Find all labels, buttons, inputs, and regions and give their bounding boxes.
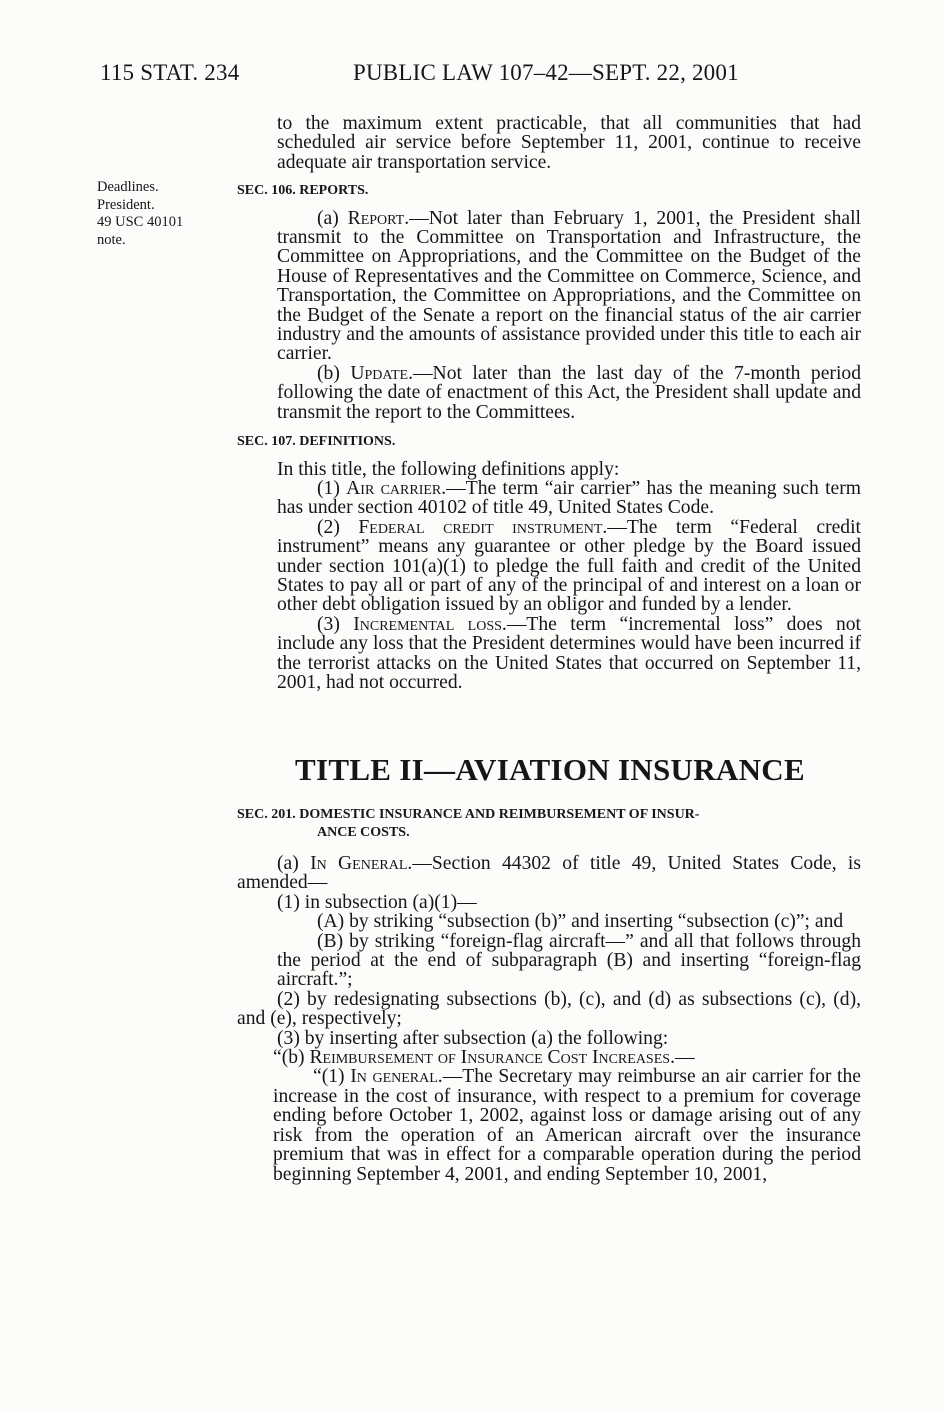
margin-note-line: note. — [97, 231, 126, 248]
intro-paragraph: to the maximum extent practicable, that all communities that had scheduled air service before September 11, 2001, continue to receive adequate air transportation service. — [277, 113, 861, 173]
margin-note-line: 49 USC 40101 — [97, 214, 184, 230]
sec-106-a: (a) Report.—Not later than February 1, 2001, the President shall transmit to the Committee on Transportation and Infrastructure, the Committee on Appropriations, and the Committee on the Budget of the House of Representatives and the Committee on Commerce, Science, and Transportation, the Committee on Appropriations, and the Committee on the Budget of the Senate a report on the financial status of the air carrier industry and the amounts of assistance provided under this title to each air carrier. — [277, 207, 861, 365]
running-header: PUBLIC LAW 107–42—SEPT. 22, 2001 — [353, 60, 739, 85]
definition-1: (1) Air carrier.—The term “air carrier” has the meaning such term has under section 40102 of title 49, United States Code. — [277, 477, 861, 519]
subsection-b-heading: “(b) Reimbursement of Insurance Cost Increases.— — [273, 1047, 695, 1069]
sec-107-intro: In this title, the following definitions apply: — [277, 458, 620, 480]
margin-note — [97, 179, 183, 249]
subsection-b-paragraph-1: “(1) In general.—The Secretary may reimburse an air carrier for the increase in the cost of insurance, with respect to a premium for coverage ending before October 1, 2002, against loss or damage arising out of any risk from the operation of an American aircraft over the insurance premium that was in effect for a comparable operation during the period beginning September 4, 2001, and ending September 10, 2001, — [273, 1066, 861, 1185]
stat-page-reference: 115 STAT. 234 — [100, 60, 240, 85]
amendment-1-B: (B) by striking “foreign-flag aircraft—” and all that follows through the period at the end of subparagraph (B) and inserting “foreign-flag aircraft.”; — [277, 930, 861, 991]
amendment-2: (2) by redesignating subsections (b), (c), and (d) as subsections (c), (d), and (e), respectively; — [237, 988, 861, 1030]
sec-106-b: (b) Update.—Not later than the last day of the 7-month period following the date of enactment of this Act, the President shall update and transmit the report to the Committees. — [277, 362, 861, 423]
lower-text-column — [237, 806, 861, 1184]
definition-3: (3) Incremental loss.—The term “incremental loss” does not include any loss that the President determines would have been incurred if the terrorist attacks on the United States that occurred on September 11, 2001, had not occurred. — [277, 613, 861, 693]
definition-2: (2) Federal credit instrument.—The term “Federal credit instrument” means any guarantee or other pledge by the Board issued under section 101(a)(1) to pledge the full faith and credit of the United States to pay all or part of any of the principal of and interest on a loan or other debt obligation issued by an obligor and funded by a lender. — [277, 516, 861, 616]
upper-text-column — [237, 113, 861, 693]
margin-note-line: Deadlines. — [97, 179, 159, 195]
sec-107-heading: SEC. 107. DEFINITIONS. — [237, 434, 396, 450]
amendment-1-A: (A) by striking “subsection (b)” and inserting “subsection (c)”; and — [317, 911, 844, 933]
sec-201-heading: SEC. 201. DOMESTIC INSURANCE AND REIMBURSEMENT OF INSUR- ANCE COSTS. — [237, 807, 700, 840]
sec-201-a: (a) In General.—Section 44302 of title 49, United States Code, is amended— — [237, 853, 861, 894]
amendment-3: (3) by inserting after subsection (a) the following: — [277, 1027, 669, 1049]
title-heading: TITLE II—AVIATION INSURANCE — [295, 752, 805, 787]
margin-note-line: President. — [97, 196, 155, 213]
sec-106-heading: SEC. 106. REPORTS. — [237, 183, 369, 199]
amendment-1: (1) in subsection (a)(1)— — [277, 891, 477, 913]
